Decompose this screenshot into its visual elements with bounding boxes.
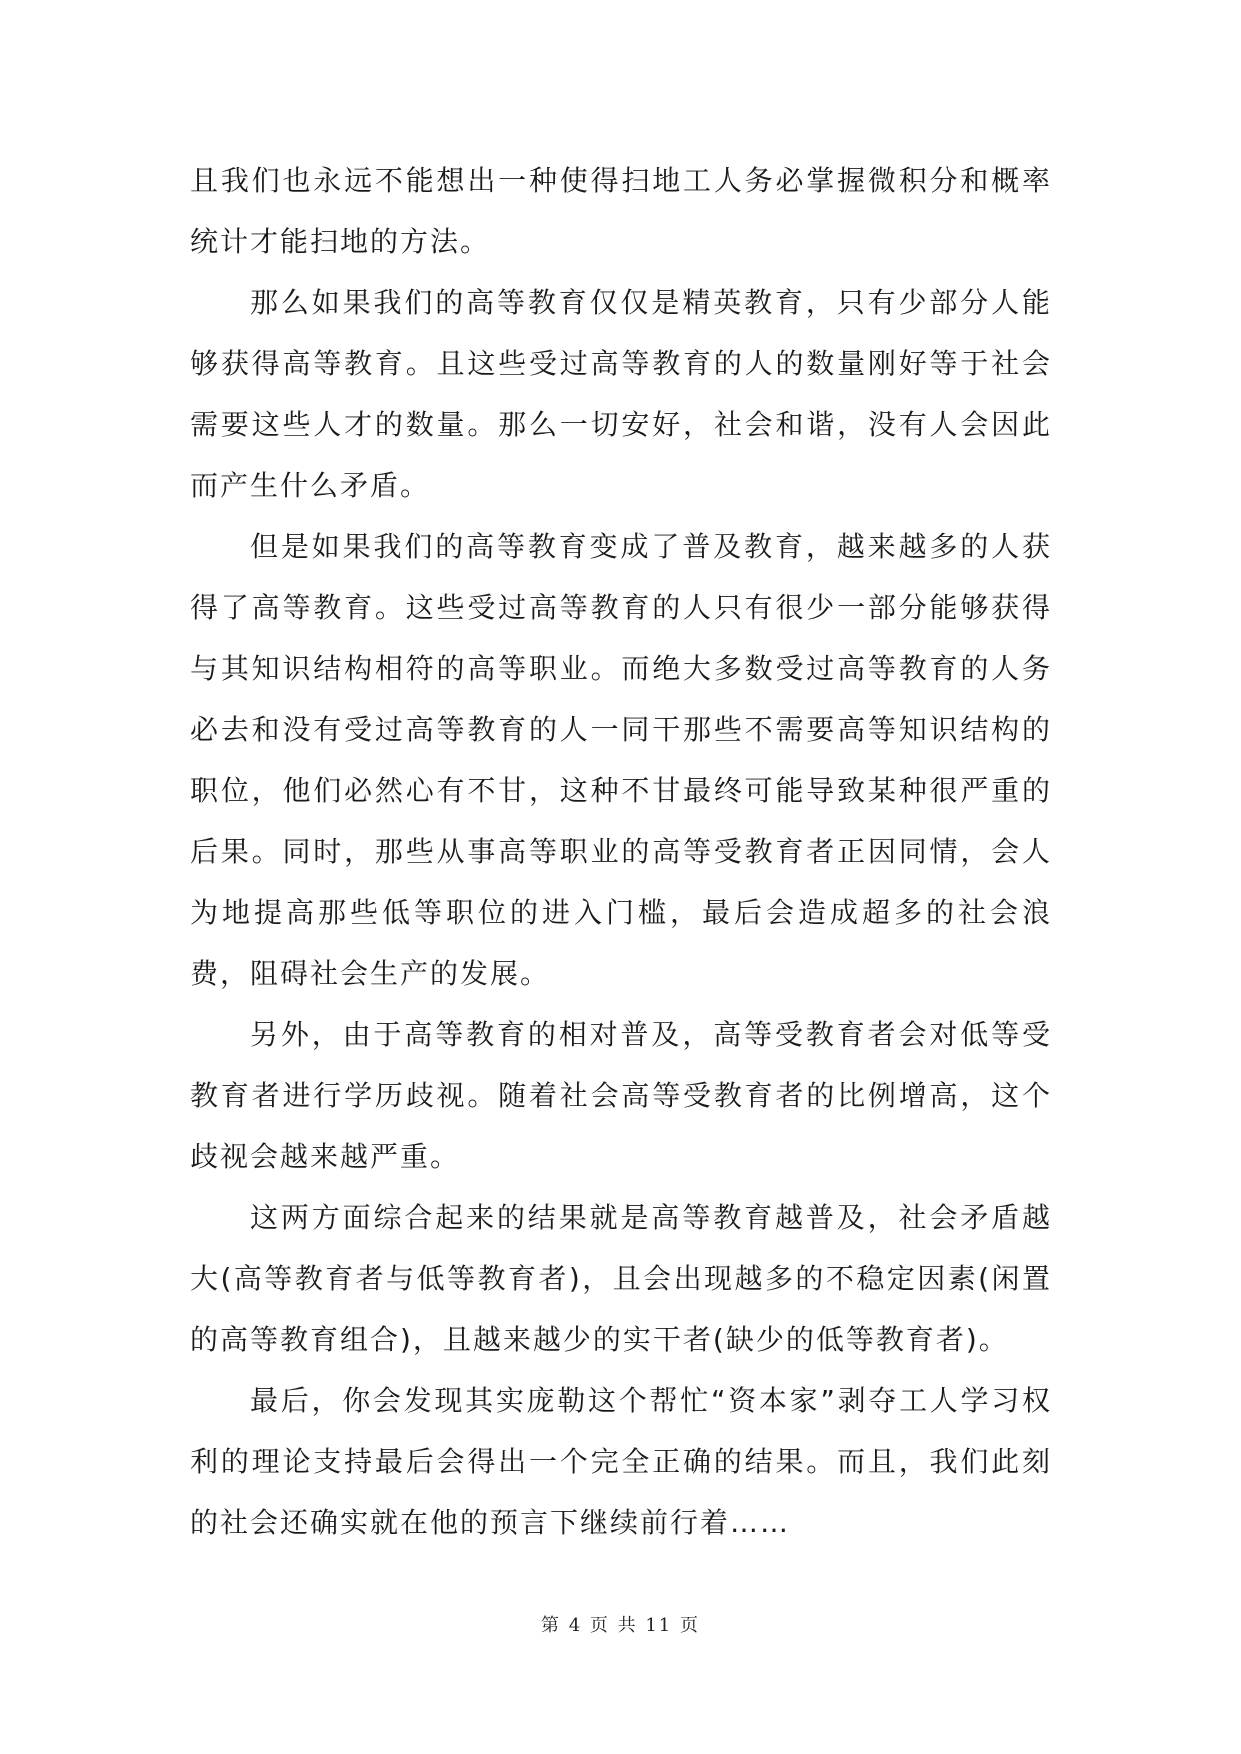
paragraph-5: 这两方面综合起来的结果就是高等教育越普及，社会矛盾越大(高等教育者与低等教育者)，且会出现越多的不稳定因素(闲置的高等教育组合)，且越来越少的实干者(缺少的低等教育者)。 bbox=[190, 1201, 1052, 1356]
paragraph-3: 但是如果我们的高等教育变成了普及教育，越来越多的人获得了高等教育。这些受过高等教育的人只有很少一部分能够获得与其知识结构相符的高等职业。而绝大多数受过高等教育的人务必去和没有受过高等教育的人一同干那些不需要高等知识结构的职位，他们必然心有不甘，这种不甘最终可能导致某种很严重的后果。同时，那些从事高等职业的高等受教育者正因同情，会人为地提高那些低等职位的进入门槛，最后会造成超多的社会浪费，阻碍社会生产的发展。 bbox=[190, 530, 1052, 990]
paragraph-2: 那么如果我们的高等教育仅仅是精英教育，只有少部分人能够获得高等教育。且这些受过高等教育的人的数量刚好等于社会需要这些人才的数量。那么一切安好，社会和谐，没有人会因此而产生什么矛盾。 bbox=[190, 286, 1052, 502]
page-number-footer: 第 4 页 共 11 页 bbox=[541, 1615, 700, 1636]
paragraph-6: 最后，你会发现其实庞勒这个帮忙“资本家”剥夺工人学习权利的理论支持最后会得出一个完全正确的结果。而且，我们此刻的社会还确实就在他的预言下继续前行着…… bbox=[190, 1384, 1052, 1539]
paragraph-4: 另外，由于高等教育的相对普及，高等受教育者会对低等受教育者进行学历歧视。随着社会高等受教育者的比例增高，这个歧视会越来越严重。 bbox=[190, 1018, 1052, 1173]
paragraph-1: 且我们也永远不能想出一种使得扫地工人务必掌握微积分和概率统计才能扫地的方法。 bbox=[190, 164, 1052, 258]
document-body bbox=[190, 150, 1052, 1553]
